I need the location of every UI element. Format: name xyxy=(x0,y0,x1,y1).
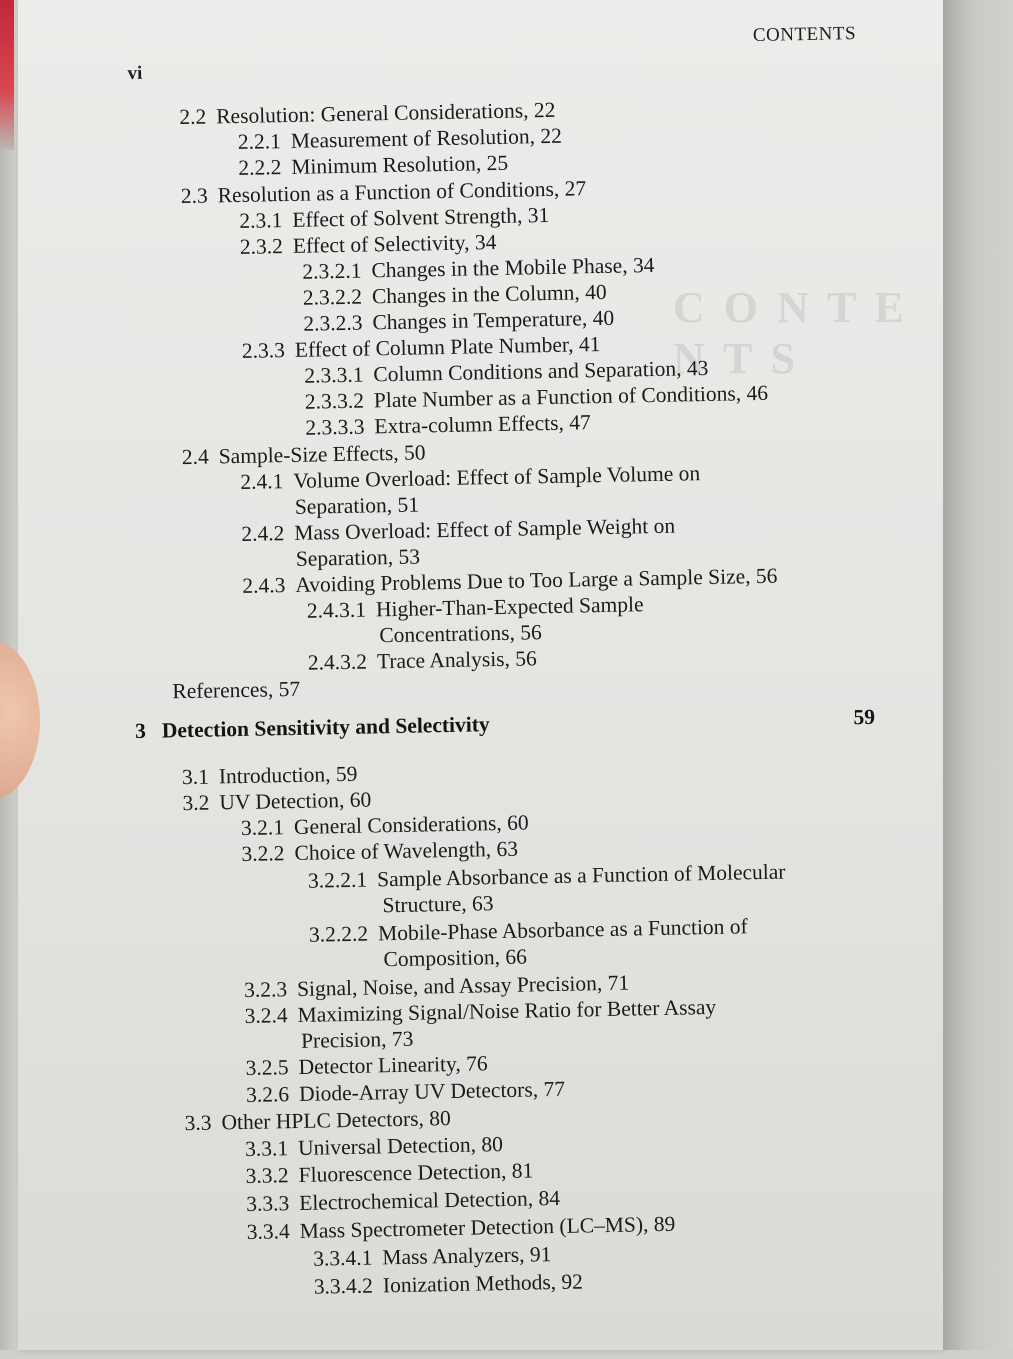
toc-entry xyxy=(184,1105,451,1136)
toc-entry xyxy=(238,123,563,155)
toc-entry xyxy=(246,1076,565,1108)
toc-number: 2.3.2.3 xyxy=(303,310,363,336)
toc-number: 3.3.4 xyxy=(246,1219,290,1244)
toc-title: Effect of Column Plate Number, 41 xyxy=(294,332,601,362)
toc-title: Mass Analyzers, 91 xyxy=(382,1242,552,1270)
toc-number: 3.2.4 xyxy=(244,1003,288,1028)
running-head: CONTENTS xyxy=(752,23,857,47)
toc-title: Mobile-Phase Absorbance as a Function of xyxy=(377,914,748,946)
toc-title: Effect of Selectivity, 34 xyxy=(292,229,497,258)
toc-entry-continued xyxy=(301,1026,414,1054)
toc-number: 3.2.5 xyxy=(245,1055,289,1080)
toc-number: 2.3.3 xyxy=(241,338,286,363)
toc-number: 2.4.3.1 xyxy=(306,597,367,623)
toc-number: 2.3.2 xyxy=(239,234,284,259)
toc-title: Separation, 53 xyxy=(295,544,421,571)
toc-title: Avoiding Problems Due to Too Large a Sample Size, 56 xyxy=(295,563,778,597)
toc-number: 2.3.3.1 xyxy=(304,362,364,388)
toc-entry xyxy=(307,591,644,623)
toc-title: Extra-column Effects, 47 xyxy=(374,410,591,439)
toc-title: Concentrations, 56 xyxy=(379,620,542,648)
toc-title: Other HPLC Detectors, 80 xyxy=(221,1106,451,1135)
toc-entry-continued xyxy=(382,890,494,918)
toc-number: 3.1 xyxy=(181,764,210,790)
toc-title: Volume Overload: Effect of Sample Volume on xyxy=(293,461,701,493)
toc-references xyxy=(172,676,300,704)
toc-title: Column Conditions and Separation, 43 xyxy=(373,355,709,387)
toc-number: 2.2 xyxy=(179,104,207,130)
toc-entry xyxy=(245,1050,488,1081)
toc-title: Precision, 73 xyxy=(300,1026,414,1053)
chapter-number: 3 xyxy=(134,718,147,744)
toc-number: 3.2 xyxy=(182,790,210,816)
toc-title: Changes in Temperature, 40 xyxy=(372,305,615,335)
toc-title: Signal, Noise, and Assay Precision, 71 xyxy=(296,970,630,1001)
chapter-heading xyxy=(135,705,875,744)
toc-number: 2.3 xyxy=(180,183,208,209)
toc-title: Higher-Than-Expected Sample xyxy=(375,592,644,622)
toc-title: Measurement of Resolution, 22 xyxy=(290,123,563,153)
toc-title: Fluorescence Detection, 81 xyxy=(298,1158,534,1187)
toc-entry xyxy=(305,409,591,440)
toc-number: 2.3.3.2 xyxy=(304,388,365,414)
toc-number: 2.3.3.3 xyxy=(305,414,365,440)
toc-title: Separation, 51 xyxy=(294,492,420,519)
toc-title: Resolution as a Function of Conditions, 27 xyxy=(217,176,587,208)
toc-number: 3.3.2 xyxy=(245,1163,289,1188)
toc-title: Changes in the Column, 40 xyxy=(371,279,607,309)
toc-number: 3.2.1 xyxy=(240,815,285,840)
toc-title: Maximizing Signal/Noise Ratio for Better Assay xyxy=(297,994,717,1027)
show-through-text: C O N T E N T S xyxy=(673,283,908,383)
toc-title: Detector Linearity, 76 xyxy=(298,1051,488,1079)
toc-title: UV Detection, 60 xyxy=(219,787,372,815)
chapter-page: 59 xyxy=(853,704,876,730)
chapter-title: Detection Sensitivity and Selectivity xyxy=(161,712,490,743)
toc-number: 2.4.3.2 xyxy=(307,649,368,675)
toc-entry xyxy=(182,786,371,816)
toc-entry xyxy=(309,913,748,947)
toc-entry xyxy=(182,761,358,790)
toc-title: Minimum Resolution, 25 xyxy=(291,150,509,179)
toc-entry xyxy=(238,150,508,181)
toc-title: Ionization Methods, 92 xyxy=(382,1269,584,1298)
toc-number: 2.2.2 xyxy=(238,155,282,180)
toc-number: 2.3.2.1 xyxy=(302,258,362,284)
toc-number: 2.3.2.2 xyxy=(302,284,363,310)
toc-entry xyxy=(314,1269,584,1300)
toc-title: Trace Analysis, 56 xyxy=(376,646,537,674)
toc-entry xyxy=(308,645,537,675)
toc-title: Effect of Solvent Strength, 31 xyxy=(292,202,550,232)
toc-title: References, 57 xyxy=(172,676,301,704)
toc-title: Composition, 66 xyxy=(383,944,528,972)
toc-entry xyxy=(246,1185,560,1217)
toc-title: Plate Number as a Function of Conditions, 46 xyxy=(373,380,769,413)
toc-entry xyxy=(239,202,549,234)
toc-title: Mass Overload: Effect of Sample Weight on xyxy=(294,513,676,545)
toc-title: Introduction, 59 xyxy=(218,761,358,789)
toc-title: Diode-Array UV Detectors, 77 xyxy=(298,1076,566,1106)
toc-number: 3.2.2 xyxy=(241,841,285,866)
toc-number: 3.2.6 xyxy=(245,1082,290,1107)
toc-entry-continued xyxy=(296,544,421,572)
toc-title: General Considerations, 60 xyxy=(293,810,529,839)
toc-entry xyxy=(245,1131,503,1162)
toc-number: 2.3.1 xyxy=(239,208,283,233)
toc-entry-continued xyxy=(295,492,420,520)
toc-entry xyxy=(246,1211,675,1245)
toc-title: Resolution: General Considerations, 22 xyxy=(215,97,556,129)
toc-title: Mass Spectrometer Detection (LC–MS), 89 xyxy=(299,1211,676,1243)
toc-title: Structure, 63 xyxy=(382,891,494,918)
toc-title: Sample Absorbance as a Function of Molecular xyxy=(376,859,786,892)
toc-number: 2.4.2 xyxy=(241,521,285,546)
toc-entry xyxy=(313,1241,552,1272)
toc-entry xyxy=(241,836,518,867)
toc-title: Changes in the Mobile Phase, 34 xyxy=(371,252,655,283)
toc-title: Choice of Wavelength, 63 xyxy=(294,836,519,865)
toc-number: 2.4 xyxy=(181,444,209,470)
toc-number: 2.2.1 xyxy=(237,129,282,154)
toc-entry-continued xyxy=(379,619,542,648)
toc-number: 3.3 xyxy=(184,1110,212,1136)
toc-title: Universal Detection, 80 xyxy=(297,1132,504,1160)
page-number: vi xyxy=(127,62,143,85)
toc-number: 3.2.3 xyxy=(243,977,288,1002)
toc-number: 3.3.4.2 xyxy=(313,1273,374,1299)
toc-number: 3.2.2.2 xyxy=(308,921,369,947)
toc-number: 2.4.1 xyxy=(240,469,284,494)
toc-title: Electrochemical Detection, 84 xyxy=(298,1185,561,1215)
toc-entry-continued xyxy=(383,944,527,973)
toc-number: 3.3.4.1 xyxy=(313,1245,373,1271)
toc-entry xyxy=(245,1157,533,1189)
toc-title: Sample-Size Effects, 50 xyxy=(218,440,426,469)
toc-number: 3.3.1 xyxy=(244,1136,289,1161)
toc-number: 3.3.3 xyxy=(245,1191,290,1216)
toc-number: 2.4.3 xyxy=(242,573,286,598)
toc-number: 3.2.2.1 xyxy=(307,867,368,893)
